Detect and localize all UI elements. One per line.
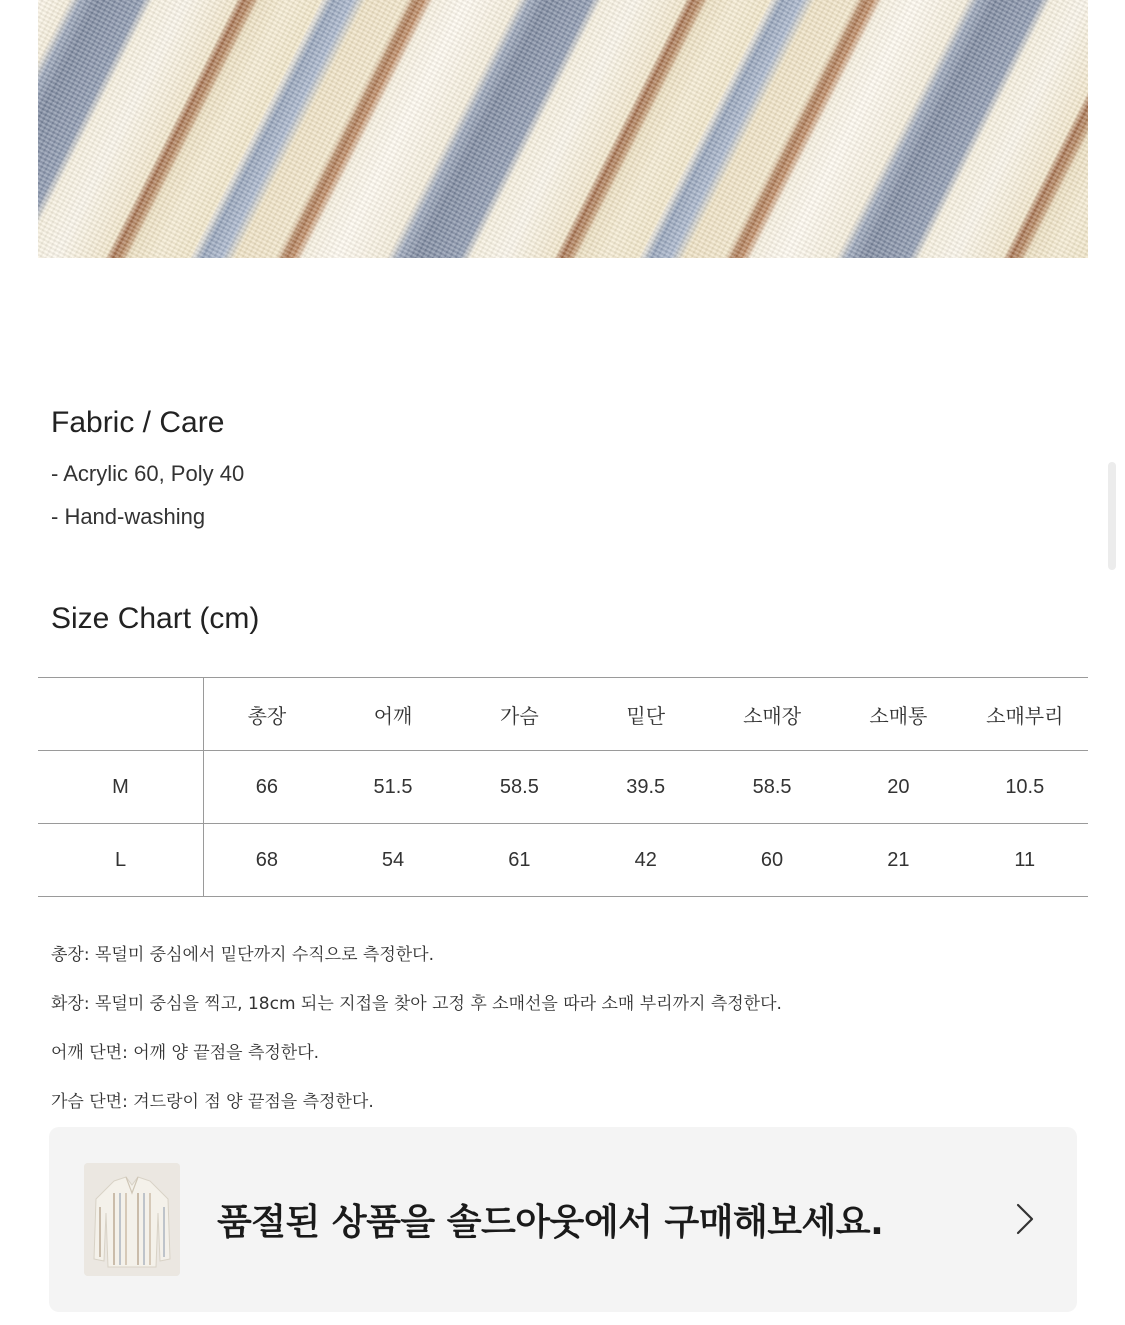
size-label-cell: L bbox=[38, 824, 204, 897]
table-cell: 60 bbox=[709, 824, 835, 897]
header-cell-shoulder: 어깨 bbox=[330, 678, 456, 751]
table-cell: 39.5 bbox=[583, 751, 709, 824]
header-cell-cuff: 소매부리 bbox=[962, 678, 1088, 751]
table-cell: 58.5 bbox=[709, 751, 835, 824]
table-cell: 10.5 bbox=[962, 751, 1088, 824]
table-cell: 61 bbox=[456, 824, 582, 897]
header-cell-size bbox=[38, 678, 204, 751]
table-cell: 66 bbox=[204, 751, 330, 824]
measurement-note-sleeve: 화장: 목덜미 중심을 찍고, 18cm 되는 지접을 찾아 고정 후 소매선을 따라 소매 부리까지 측정한다. bbox=[51, 994, 782, 1014]
table-cell: 20 bbox=[835, 751, 961, 824]
product-detail-image bbox=[38, 0, 1088, 258]
header-cell-chest: 가슴 bbox=[456, 678, 582, 751]
size-chart-table bbox=[38, 677, 1088, 897]
measurement-note-length: 총장: 목덜미 중심에서 밑단까지 수직으로 측정한다. bbox=[51, 945, 435, 965]
table-row bbox=[38, 824, 1088, 897]
table-cell: 68 bbox=[204, 824, 330, 897]
size-label-cell: M bbox=[38, 751, 204, 824]
scrollbar-thumb[interactable] bbox=[1108, 462, 1116, 570]
measurement-note-chest: 가슴 단면: 겨드랑이 점 양 끝점을 측정한다. bbox=[51, 1092, 374, 1112]
soldout-banner[interactable] bbox=[49, 1127, 1077, 1312]
size-chart-header-row bbox=[38, 678, 1088, 751]
table-cell: 11 bbox=[962, 824, 1088, 897]
table-cell: 42 bbox=[583, 824, 709, 897]
size-chart-heading: Size Chart (cm) bbox=[51, 602, 260, 635]
table-cell: 51.5 bbox=[330, 751, 456, 824]
table-row bbox=[38, 751, 1088, 824]
product-thumbnail bbox=[84, 1163, 180, 1276]
table-cell: 54 bbox=[330, 824, 456, 897]
header-cell-length: 총장 bbox=[204, 678, 330, 751]
fabric-composition: - Acrylic 60, Poly 40 bbox=[51, 461, 245, 486]
table-cell: 58.5 bbox=[456, 751, 582, 824]
care-instruction: - Hand-washing bbox=[51, 504, 206, 529]
sweater-thumbnail-icon bbox=[84, 1163, 180, 1276]
header-cell-hem: 밑단 bbox=[583, 678, 709, 751]
measurement-note-shoulder: 어깨 단면: 어깨 양 끝점을 측정한다. bbox=[51, 1043, 320, 1063]
chevron-right-icon[interactable] bbox=[1004, 1199, 1044, 1239]
fabric-care-heading: Fabric / Care bbox=[51, 406, 225, 439]
header-cell-sleeve-length: 소매장 bbox=[709, 678, 835, 751]
header-cell-sleeve-width: 소매통 bbox=[835, 678, 961, 751]
soldout-banner-text: 품절된 상품을 솔드아웃에서 구매해보세요. bbox=[217, 1202, 884, 1243]
table-cell: 21 bbox=[835, 824, 961, 897]
